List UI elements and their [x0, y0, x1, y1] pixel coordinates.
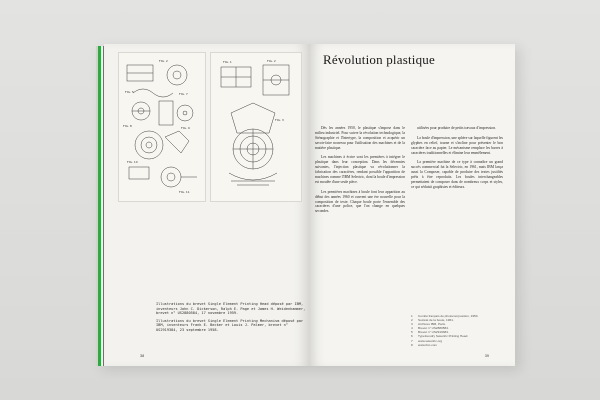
fig-label: FIG. 11	[179, 190, 190, 194]
footnote-number: 8	[411, 342, 413, 347]
fig-label: FIG. 7	[179, 92, 188, 96]
fig-label: FIG. 1	[223, 60, 232, 64]
footnote-number: 5	[411, 330, 413, 335]
page-number-left: 38	[140, 354, 145, 358]
footnote-text: Typefoundry Selectric Printing Head.	[418, 334, 469, 339]
patent-plate-printing-mechanism	[210, 52, 302, 202]
paragraph: Les machines à écrire sont les premières à intégrer le plastique dans leur conception. Dans les décennies suivantes, l'injection plastique va révolutionner la fabrication des caractères, rendant possible l'apparition de machines comme l'IBM Selectric, dont la boule d'impression est moulée d'une seule pièce.	[315, 155, 405, 184]
paragraph: La première machine de ce type à connaître un grand succès commercial fut la Selectric, en 1961, mais IBM lança aussi la Composer, capable de produire des textes justifiés prêts à être reproduits. Les boules interchangeables permettaient de composer dans de nombreux corps et styles, ce qui séduisit graphistes et éditeurs.	[411, 160, 503, 189]
footnote-text: Comité français de photocomposition, 1950.	[418, 314, 479, 318]
fig-label: FIG. 5	[125, 90, 134, 94]
footnote-number: 3	[411, 322, 413, 327]
paragraph: La boule d'impression, une sphère sur laquelle figurent les glyphes en relief, tourne et s'incline pour présenter le bon caractère face au papier. Le mécanisme remplace les barres à caractères traditionnelles et élimine leur emmêlement.	[411, 135, 503, 155]
footnote-number: 1	[411, 314, 413, 318]
footnote-text: www.selectric.org	[418, 338, 443, 343]
patent-drawing-b	[211, 53, 301, 201]
fig-label: FIG. 2	[267, 59, 276, 63]
text-column-2	[411, 126, 503, 310]
footnotes	[411, 314, 503, 347]
page-number-right: 39	[484, 354, 489, 358]
footnote-text: Brevet n° US2880584.	[418, 326, 449, 331]
footnote	[411, 343, 503, 347]
figure-caption	[156, 302, 306, 336]
chapter-title: Révolution plastique	[323, 52, 435, 67]
footnote-number: 4	[411, 326, 413, 331]
left-page	[104, 44, 309, 366]
footnote-text: Brevet n° US2919384.	[418, 330, 449, 335]
text-column-1	[315, 126, 405, 358]
fig-label: FIG. 10	[127, 160, 138, 164]
footnote-text: Société de la boule, 1961.	[418, 318, 454, 323]
footnote-number: 7	[411, 338, 413, 343]
caption-line: Illustrations du brevet Single Element Printing Mechanism déposé par IBM, inventeurs Frank E. Becker et Louis J. Palmer, brevet n° US2919384, 23 septembre 1958.	[156, 318, 304, 332]
paragraph: utilisées pour produire de petits travaux d'impression.	[417, 126, 497, 130]
fig-label: FIG. 9	[181, 126, 190, 130]
footnote-text: Archives IBM, Paris.	[418, 322, 446, 327]
right-page	[309, 44, 515, 366]
footnote-number: 6	[411, 334, 413, 339]
fig-label: FIG. 2	[159, 59, 168, 63]
fig-label: FIG. 8	[123, 124, 132, 128]
paragraph: Dès les années 1950, le plastique s'impose dans le milieu industriel. Pour suivre la révolution technologique, la Sténographie et l'Intertype, la composition et acquérir un savoir-faire nouveau pour l'utilisation des machines et de la matière plastique.	[315, 126, 405, 150]
patent-drawing-a	[119, 53, 205, 201]
fig-label: FIG. 3	[275, 118, 284, 122]
footnote-number: 2	[411, 318, 413, 323]
footnote-text: www.ibm.com	[418, 342, 438, 347]
paragraph: Les premières machines à boule font leur apparition au début des années 1960 et ouvrent une ère nouvelle pour la composition de texte. Chaque boule porte l'ensemble des caractères d'une police, que l'on change en quelques secondes.	[315, 189, 405, 214]
patent-plate-printing-head	[118, 52, 206, 202]
caption-line: Illustrations du brevet Single Element Printing Head déposé par IBM, inventeurs John C. Dickerson, Ralph E. Page et James H. Weidenhammer, brevet n° US2880584, 17 novembre 1959.	[156, 302, 306, 316]
